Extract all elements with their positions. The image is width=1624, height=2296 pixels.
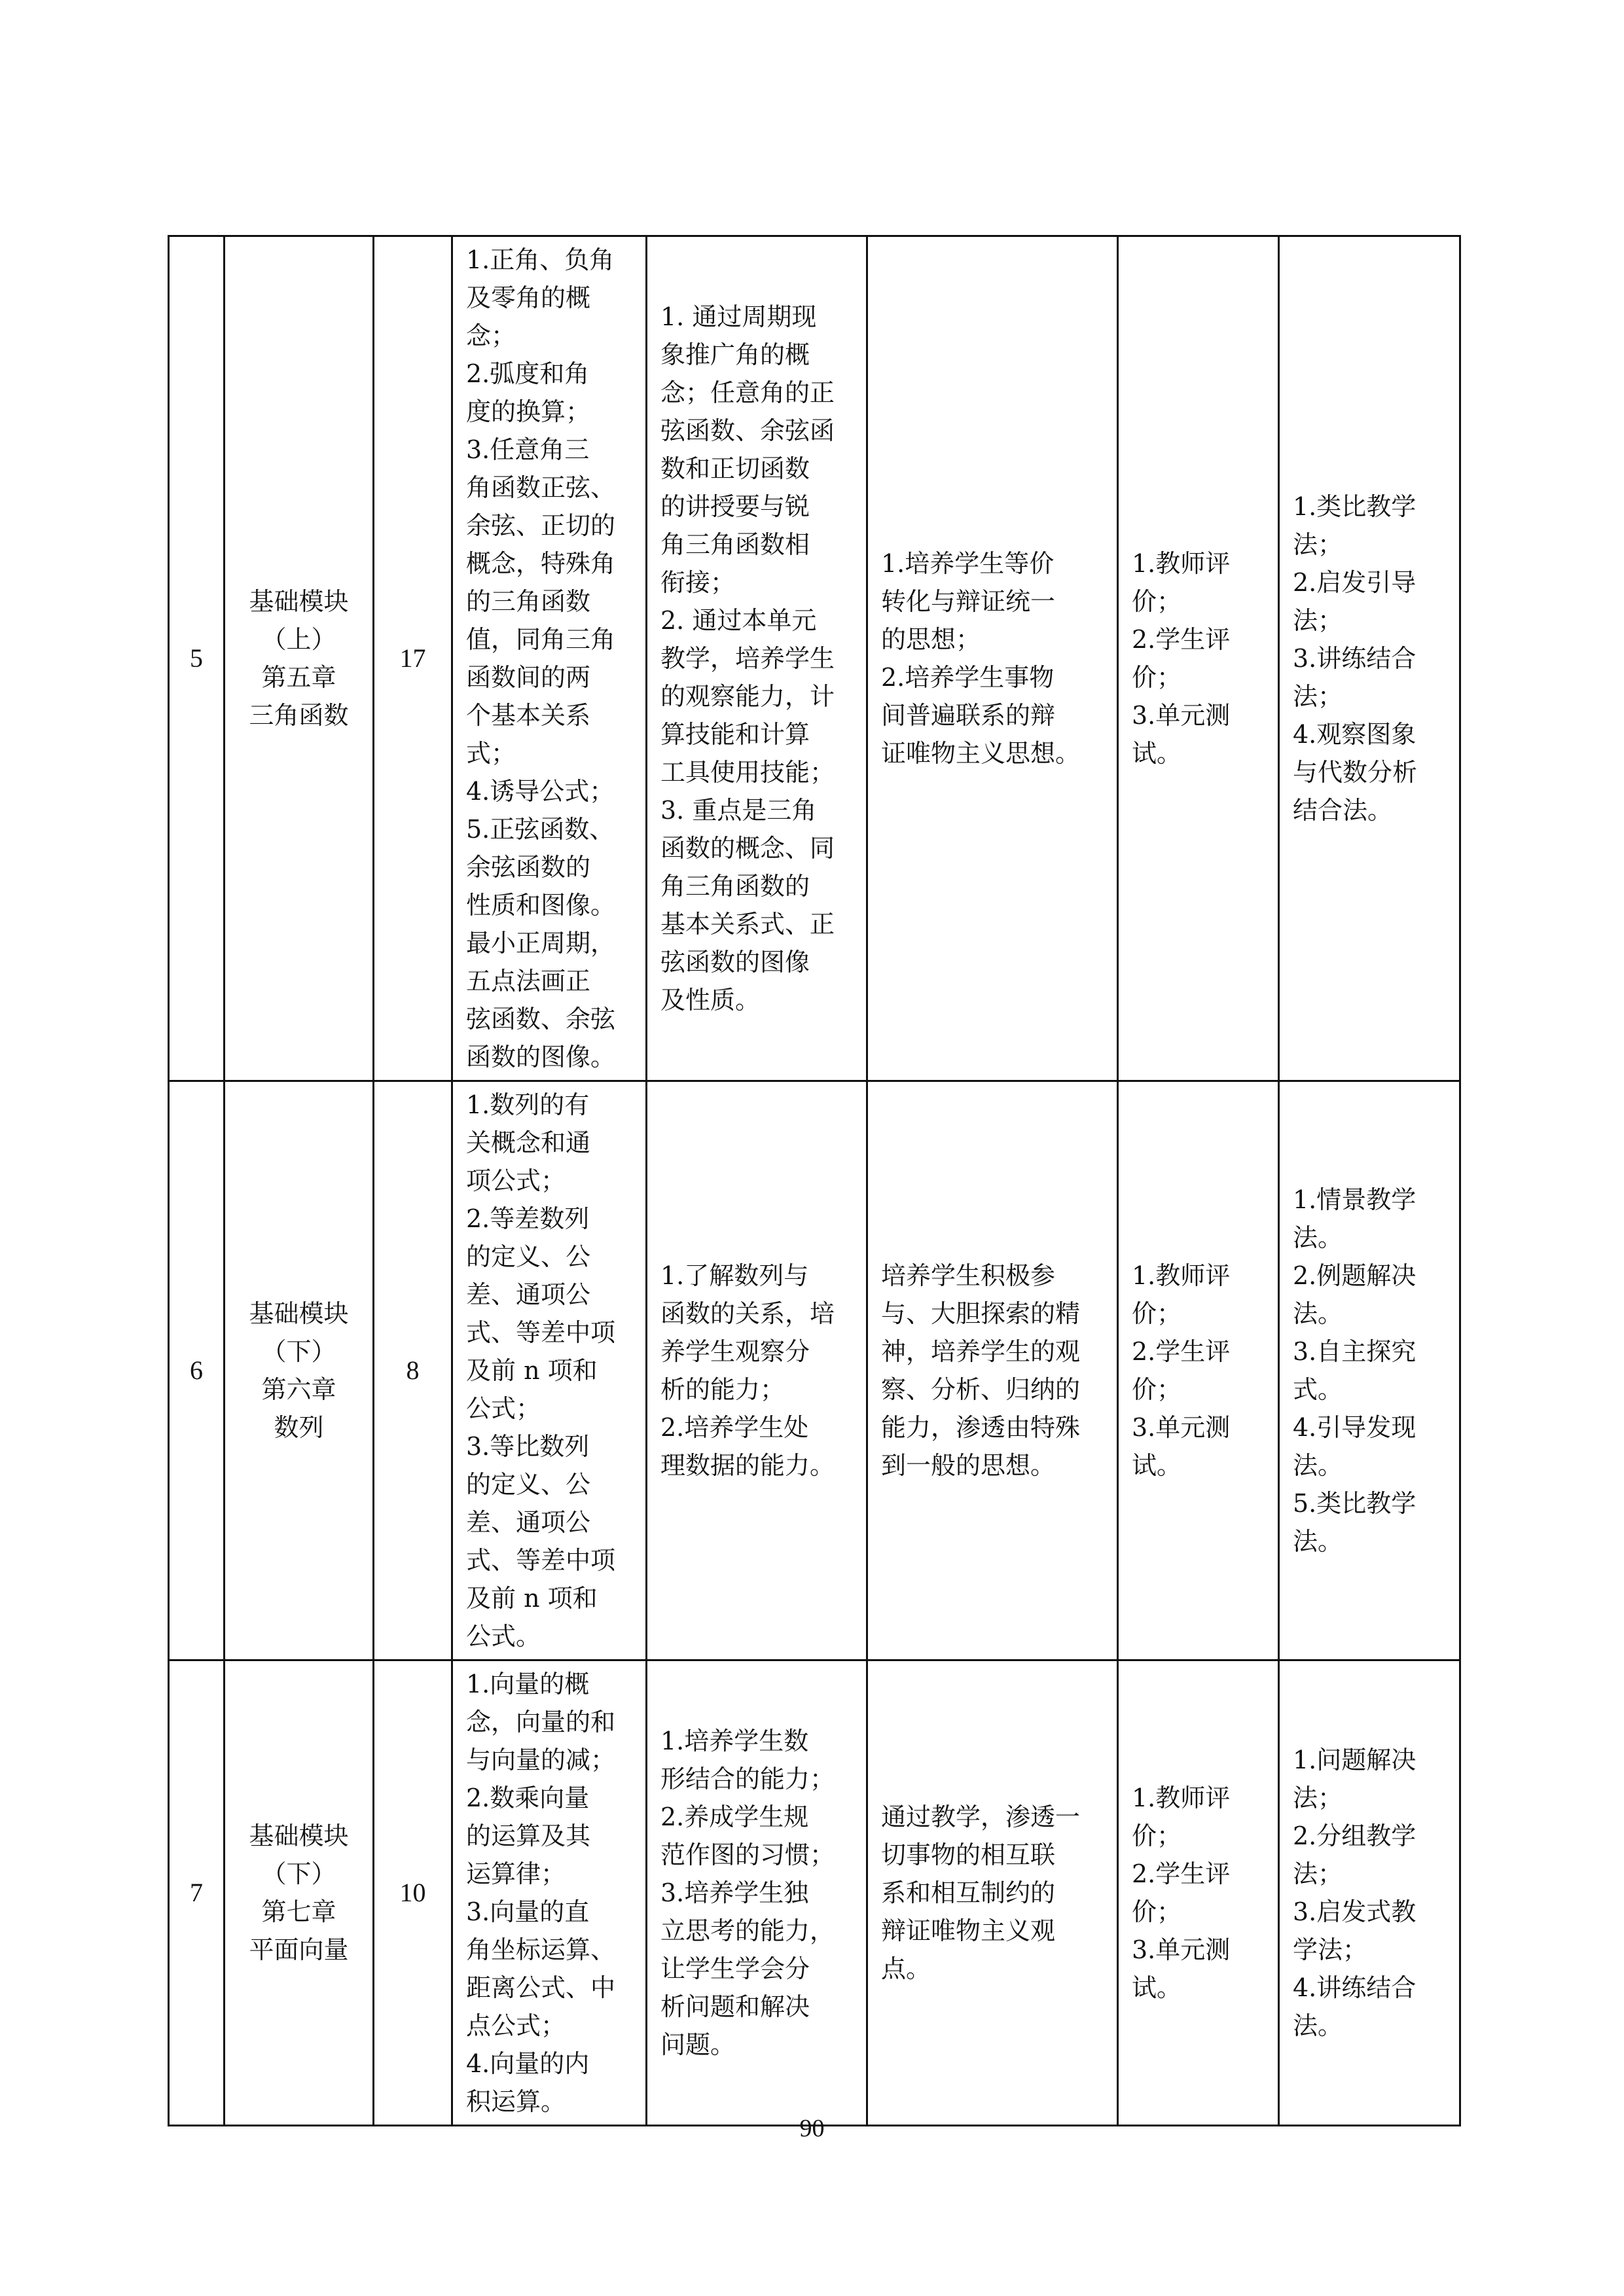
cell-line: 3. 重点是三角 — [660, 796, 817, 825]
cell-line: 辩证唯物主义观 — [881, 1916, 1056, 1945]
module-cell — [225, 1081, 374, 1660]
cell-line: 察、分析、归纳的 — [881, 1375, 1081, 1404]
cell-line: 公式。 — [466, 1622, 541, 1651]
cell-line: 通过教学，渗透一 — [881, 1803, 1081, 1831]
module-cell — [225, 1660, 374, 2126]
cell-line: 角三角函数相 — [660, 530, 810, 559]
methods-cell — [1279, 1081, 1460, 1660]
cell-line: 形结合的能力； — [660, 1765, 835, 1793]
cell-line: 间普遍联系的辩 — [881, 701, 1056, 730]
cell-line: 积运算。 — [466, 2087, 566, 2116]
content-cell — [452, 236, 647, 1081]
cell-line: 3.任意角三 — [466, 435, 590, 464]
cell-line: 函数的图像。 — [466, 1043, 616, 1071]
table-row — [169, 1660, 1460, 2126]
cell-line: 2. 通过本单元 — [660, 606, 817, 635]
cell-line: 法。 — [1293, 1527, 1343, 1556]
ideology-cell — [867, 1081, 1118, 1660]
cell-line: 式； — [466, 739, 516, 768]
cell-line: 3.单元测 — [1132, 701, 1231, 730]
cell-line: 1.教师评 — [1132, 1261, 1231, 1290]
cell-line: （下） — [261, 1859, 336, 1888]
cell-line: 价； — [1132, 587, 1182, 616]
cell-line: 式、等差中项 — [466, 1546, 616, 1575]
cell-line: 3.讲练结合 — [1293, 644, 1416, 673]
cell-line: 理数据的能力。 — [660, 1451, 835, 1480]
cell-line: 1.正角、负角 — [466, 245, 615, 274]
cell-line: 距离公式、中 — [466, 1973, 616, 2002]
cell-line: 学法； — [1293, 1935, 1368, 1964]
ideology-cell — [867, 236, 1118, 1081]
cell-line: 最小正周期， — [466, 929, 616, 958]
cell-line: 价； — [1132, 1897, 1182, 1926]
cell-line: 法。 — [1293, 2011, 1343, 2040]
cell-line: 衔接； — [660, 568, 736, 597]
cell-line: 能力，渗透由特殊 — [881, 1413, 1081, 1442]
cell-line: 法； — [1293, 1859, 1343, 1888]
cell-line: 念，向量的和 — [466, 1708, 616, 1736]
cell-line: 公式； — [466, 1394, 541, 1423]
cell-line: 个基本关系 — [466, 701, 591, 730]
cell-line: 及性质。 — [660, 986, 761, 1014]
cell-line: 余弦函数的 — [466, 853, 591, 882]
cell-line: 2.养成学生规 — [660, 1803, 809, 1831]
cell-line: 2.等差数列 — [466, 1204, 590, 1233]
cell-line: 系和相互制约的 — [881, 1878, 1056, 1907]
cell-line: 式。 — [1293, 1375, 1343, 1404]
cell-line: 弦函数、余弦 — [466, 1005, 616, 1033]
cell-line: 1.培养学生等价 — [881, 549, 1055, 578]
cell-line: 培养学生积极参 — [881, 1261, 1056, 1290]
cell-line: 2.学生评 — [1132, 625, 1231, 654]
cell-line: 与向量的减； — [466, 1746, 616, 1774]
cell-line: 运算律； — [466, 1859, 566, 1888]
cell-line: 教学，培养学生 — [660, 644, 835, 673]
cell-line: 到一般的思想。 — [881, 1451, 1056, 1480]
hours-cell: 10 — [374, 1660, 452, 2126]
cell-line: （下） — [261, 1337, 336, 1366]
cell-line: 让学生学会分 — [660, 1954, 810, 1983]
cell-line: 2.数乘向量 — [466, 1784, 590, 1812]
cell-line: 法。 — [1293, 1299, 1343, 1328]
module-cell — [225, 236, 374, 1081]
curriculum-table — [168, 235, 1461, 2126]
cell-line: 养学生观察分 — [660, 1337, 810, 1366]
cell-line: 析问题和解决 — [660, 1992, 810, 2021]
cell-line: 的思想； — [881, 625, 981, 654]
teaching-cell — [647, 1081, 867, 1660]
cell-line: 点公式； — [466, 2011, 566, 2040]
cell-line: 法； — [1293, 606, 1343, 635]
cell-line: 1.向量的概 — [466, 1670, 590, 1698]
cell-line: 性质和图像。 — [466, 891, 616, 920]
evaluation-cell — [1118, 1660, 1279, 2126]
hours-cell: 8 — [374, 1081, 452, 1660]
hours-cell: 17 — [374, 236, 452, 1081]
cell-line: 3.等比数列 — [466, 1432, 590, 1461]
cell-line: 1.数列的有 — [466, 1090, 590, 1119]
cell-line: 2.例题解决 — [1293, 1261, 1416, 1290]
cell-line: 数和正切函数 — [660, 454, 810, 483]
cell-line: 3.培养学生独 — [660, 1878, 809, 1907]
cell-line: 基础模块 — [249, 587, 349, 616]
cell-line: 与、大胆探索的精 — [881, 1299, 1081, 1328]
cell-line: 4.观察图象 — [1293, 720, 1416, 749]
cell-line: 弦函数、余弦函 — [660, 416, 835, 445]
cell-line: 函数的概念、同 — [660, 834, 835, 863]
cell-line: 的三角函数 — [466, 587, 591, 616]
cell-line: 1.问题解决 — [1293, 1746, 1416, 1774]
cell-line: 1.教师评 — [1132, 549, 1231, 578]
cell-line: 差、通项公 — [466, 1280, 591, 1309]
cell-line: 切事物的相互联 — [881, 1840, 1056, 1869]
cell-line: 2.学生评 — [1132, 1859, 1231, 1888]
cell-line: 弦函数的图像 — [660, 948, 810, 977]
cell-line: 试。 — [1132, 1973, 1182, 2002]
cell-line: 的运算及其 — [466, 1821, 591, 1850]
cell-line: 范作图的习惯； — [660, 1840, 835, 1869]
index-cell: 6 — [169, 1081, 225, 1660]
cell-line: 项公式； — [466, 1166, 566, 1195]
content-cell — [452, 1081, 647, 1660]
index-cell: 7 — [169, 1660, 225, 2126]
cell-line: 2.弧度和角 — [466, 359, 590, 388]
cell-line: 五点法画正 — [466, 967, 591, 996]
cell-line: 试。 — [1132, 739, 1182, 768]
cell-line: 3.单元测 — [1132, 1935, 1231, 1964]
cell-line: 法； — [1293, 530, 1343, 559]
cell-line: 法； — [1293, 1784, 1343, 1812]
cell-line: 2.启发引导 — [1293, 568, 1416, 597]
cell-line: 5.类比教学 — [1293, 1489, 1416, 1518]
cell-line: 2.培养学生事物 — [881, 663, 1055, 692]
cell-line: 证唯物主义思想。 — [881, 739, 1081, 768]
cell-line: 角坐标运算、 — [466, 1935, 616, 1964]
cell-line: （上） — [261, 625, 336, 654]
cell-line: 式、等差中项 — [466, 1318, 616, 1347]
methods-cell — [1279, 1660, 1460, 2126]
evaluation-cell — [1118, 236, 1279, 1081]
cell-line: 第七章 — [261, 1897, 336, 1926]
cell-line: 法。 — [1293, 1223, 1343, 1252]
cell-line: 及前 n 项和 — [466, 1356, 598, 1385]
cell-line: 1.类比教学 — [1293, 492, 1416, 521]
cell-line: 价； — [1132, 1299, 1182, 1328]
methods-cell — [1279, 236, 1460, 1081]
cell-line: 值，同角三角 — [466, 625, 616, 654]
evaluation-cell — [1118, 1081, 1279, 1660]
cell-line: 余弦、正切的 — [466, 511, 616, 540]
cell-line: 平面向量 — [249, 1935, 349, 1964]
table-row — [169, 236, 1460, 1081]
content-cell — [452, 1660, 647, 2126]
cell-line: 3.启发式教 — [1293, 1897, 1416, 1926]
ideology-cell — [867, 1660, 1118, 2126]
index-cell: 5 — [169, 236, 225, 1081]
cell-line: 3.向量的直 — [466, 1897, 590, 1926]
cell-line: 2.培养学生处 — [660, 1413, 809, 1442]
cell-line: 结合法。 — [1293, 796, 1393, 825]
cell-line: 角函数正弦、 — [466, 473, 616, 502]
cell-line: 价； — [1132, 1375, 1182, 1404]
cell-line: 函数的关系，培 — [660, 1299, 835, 1328]
table-row — [169, 1081, 1460, 1660]
cell-line: 4.向量的内 — [466, 2049, 590, 2078]
cell-line: 数列 — [274, 1413, 324, 1442]
cell-line: 算技能和计算 — [660, 720, 810, 749]
cell-line: 概念，特殊角 — [466, 549, 616, 578]
cell-line: 3.单元测 — [1132, 1413, 1231, 1442]
cell-line: 析的能力； — [660, 1375, 785, 1404]
cell-line: 法。 — [1293, 1451, 1343, 1480]
cell-line: 2.学生评 — [1132, 1337, 1231, 1366]
cell-line: 2.分组教学 — [1293, 1821, 1416, 1850]
cell-line: 立思考的能力， — [660, 1916, 835, 1945]
cell-line: 第六章 — [261, 1375, 336, 1404]
cell-line: 5.正弦函数、 — [466, 815, 615, 844]
cell-line: 1.培养学生数 — [660, 1727, 809, 1755]
cell-line: 1.教师评 — [1132, 1784, 1231, 1812]
cell-line: 的观察能力，计 — [660, 682, 835, 711]
cell-line: 及零角的概 — [466, 283, 591, 312]
cell-line: 三角函数 — [249, 701, 349, 730]
cell-line: 工具使用技能； — [660, 758, 835, 787]
cell-line: 的定义、公 — [466, 1470, 591, 1499]
cell-line: 转化与辩证统一 — [881, 587, 1056, 616]
cell-line: 基础模块 — [249, 1299, 349, 1328]
cell-line: 象推广角的概 — [660, 340, 810, 369]
cell-line: 4.诱导公式； — [466, 777, 615, 806]
teaching-cell — [647, 1660, 867, 2126]
cell-line: 法； — [1293, 682, 1343, 711]
cell-line: 4.讲练结合 — [1293, 1973, 1416, 2002]
cell-line: 与代数分析 — [1293, 758, 1418, 787]
cell-line: 的定义、公 — [466, 1242, 591, 1271]
cell-line: 1. 通过周期现 — [660, 302, 817, 331]
cell-line: 基础模块 — [249, 1821, 349, 1850]
cell-line: 4.引导发现 — [1293, 1413, 1416, 1442]
cell-line: 价； — [1132, 663, 1182, 692]
cell-line: 3.自主探究 — [1293, 1337, 1416, 1366]
cell-line: 函数间的两 — [466, 663, 591, 692]
cell-line: 第五章 — [261, 663, 336, 692]
cell-line: 神，培养学生的观 — [881, 1337, 1081, 1366]
cell-line: 念；任意角的正 — [660, 378, 835, 407]
page-number: 90 — [799, 2115, 825, 2142]
cell-line: 基本关系式、正 — [660, 910, 835, 939]
cell-line: 念； — [466, 321, 516, 350]
cell-line: 点。 — [881, 1954, 931, 1983]
cell-line: 关概念和通 — [466, 1128, 591, 1157]
cell-line: 差、通项公 — [466, 1508, 591, 1537]
cell-line: 度的换算； — [466, 397, 591, 426]
cell-line: 的讲授要与锐 — [660, 492, 810, 521]
cell-line: 角三角函数的 — [660, 872, 810, 901]
cell-line: 及前 n 项和 — [466, 1584, 598, 1613]
teaching-cell — [647, 236, 867, 1081]
cell-line: 1.了解数列与 — [660, 1261, 809, 1290]
cell-line: 价； — [1132, 1821, 1182, 1850]
cell-line: 问题。 — [660, 2030, 736, 2059]
cell-line: 1.情景教学 — [1293, 1185, 1416, 1214]
cell-line: 试。 — [1132, 1451, 1182, 1480]
